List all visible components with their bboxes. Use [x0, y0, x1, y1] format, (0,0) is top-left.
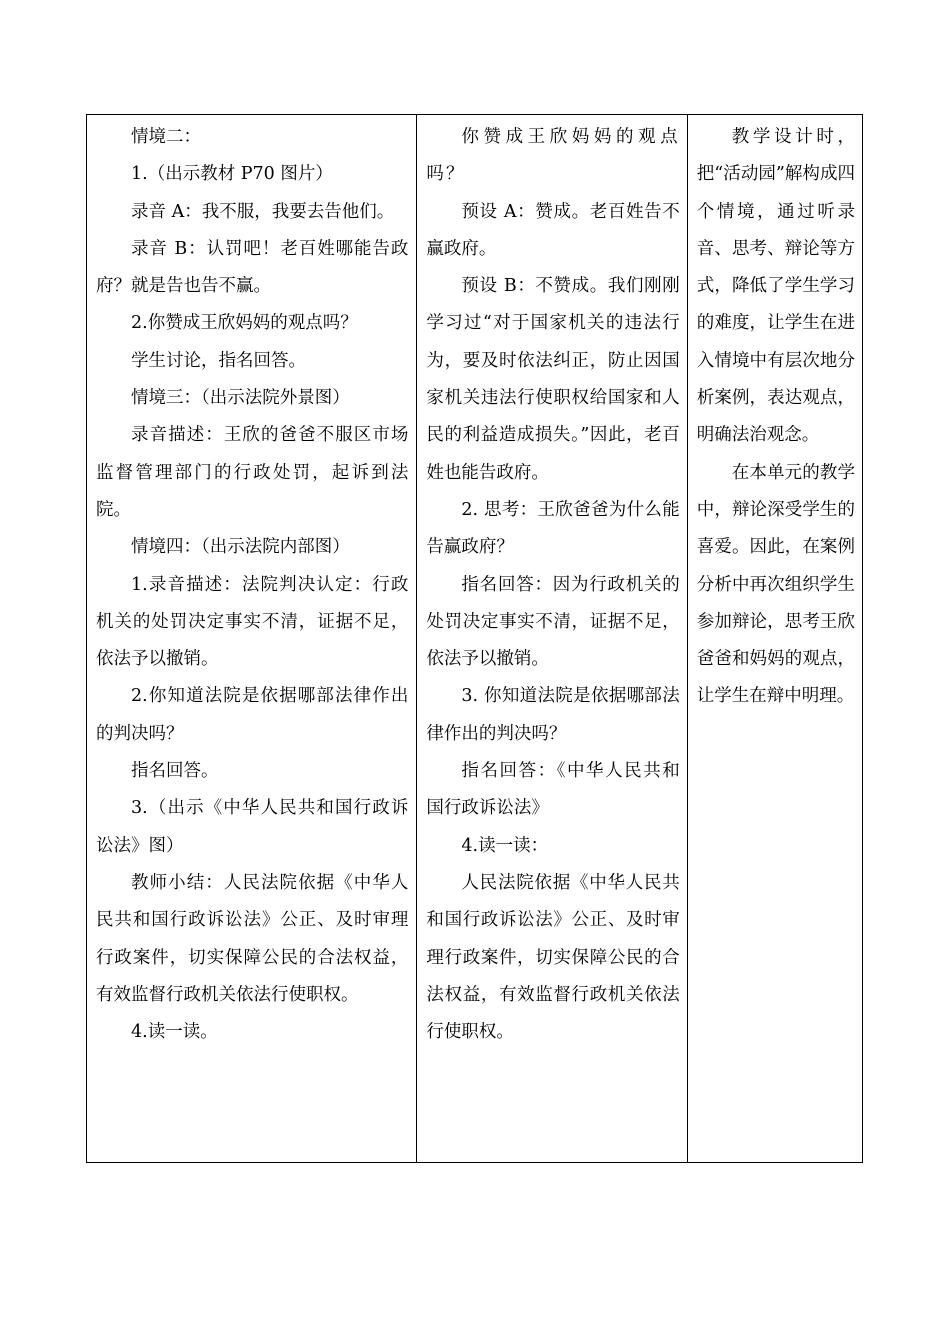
col2-para: 3. 你知道法院是依据哪部法律作出的判决吗？ — [426, 686, 680, 744]
col1-para: 录音 A：我不服，我要去告他们。 — [131, 201, 395, 222]
col1-para: 情境三：（出示法院外景图） — [131, 388, 350, 409]
col2-para: 预设 A：赞成。老百姓告不赢政府。 — [426, 201, 680, 259]
col2-para: 4.读一读： — [461, 835, 549, 856]
col1-para: 2.你知道法院是依据哪部法律作出的判决吗？ — [96, 686, 409, 744]
col1-para: 录音 B：认罚吧！老百姓哪能告政府？就是告也告不赢。 — [96, 238, 409, 297]
col1-para: 情境二： — [131, 127, 201, 147]
teaching-process-cell — [87, 115, 417, 1163]
col1-para: 3.（出示《中华人民共和国行政诉讼法》图） — [96, 798, 409, 856]
col1-para: 指名回答。 — [131, 761, 219, 782]
col1-para: 录音描述：王欣的爸爸不服区市场监督管理部门的行政处罚，起诉到法院。 — [96, 425, 409, 520]
col1-para: 4.读一读。 — [131, 1022, 218, 1043]
col1-para: 1.录音描述：法院判决认定：行政机关的处罚决定事实不清，证据不足，依法予以撤销。 — [96, 574, 409, 670]
col1-para: 教师小结：人民法院依据《中华人民共和国行政诉讼法》公正、及时审理行政案件，切实保障公民的合法权益，有效监督行政机关依法行使职权。 — [96, 872, 409, 1005]
col2-para: 人民法院依据《中华人民共和国行政诉讼法》公正、及时审理行政案件，切实保障公民的合法权益，有效监督行政机关依法行使职权。 — [426, 872, 680, 1043]
col1-para: 情境四：（出示法院内部图） — [131, 537, 350, 558]
col2-para: 指名回答：因为行政机关的处罚决定事实不清，证据不足，依法予以撤销。 — [426, 574, 680, 670]
col1-para: 1.（出示教材 P70 图片） — [131, 164, 333, 185]
student-activity-cell — [417, 115, 687, 1163]
col3-para: 在本单元的教学中，辩论深受学生的喜爱。因此，在案例分析中再次组织学生参加辩论，思考王欣爸爸和妈妈的观点，让学生在辩中明理。 — [696, 462, 855, 707]
table-row — [87, 115, 863, 1163]
col2-para: 预设 B：不赞成。我们刚刚学习过“对于国家机关的违法行为，要及时依法纠正，防止因国家机关违法行使职权给国家和人民的利益造成损失。”因此，老百姓也能告政府。 — [426, 276, 680, 483]
lesson-plan-table — [86, 114, 863, 1163]
col2-para: 指名回答：《中华人民共和国行政诉讼法》 — [426, 761, 680, 819]
col1-para: 学生讨论，指名回答。 — [131, 350, 306, 371]
design-intent-cell — [687, 115, 862, 1163]
col1-para: 2.你赞成王欣妈妈的观点吗？ — [131, 313, 358, 334]
col2-para: 你赞成王欣妈妈的观点吗？ — [426, 127, 680, 185]
col2-para: 2. 思考：王欣爸爸为什么能告赢政府？ — [426, 499, 680, 558]
col3-para: 教学设计时，把“活动园”解构成四个情境，通过听录音、思考、辩论等方式，降低了学生学习的难度，让学生在进入情境中有层次地分析案例，表达观点，明确法治观念。 — [696, 127, 855, 446]
